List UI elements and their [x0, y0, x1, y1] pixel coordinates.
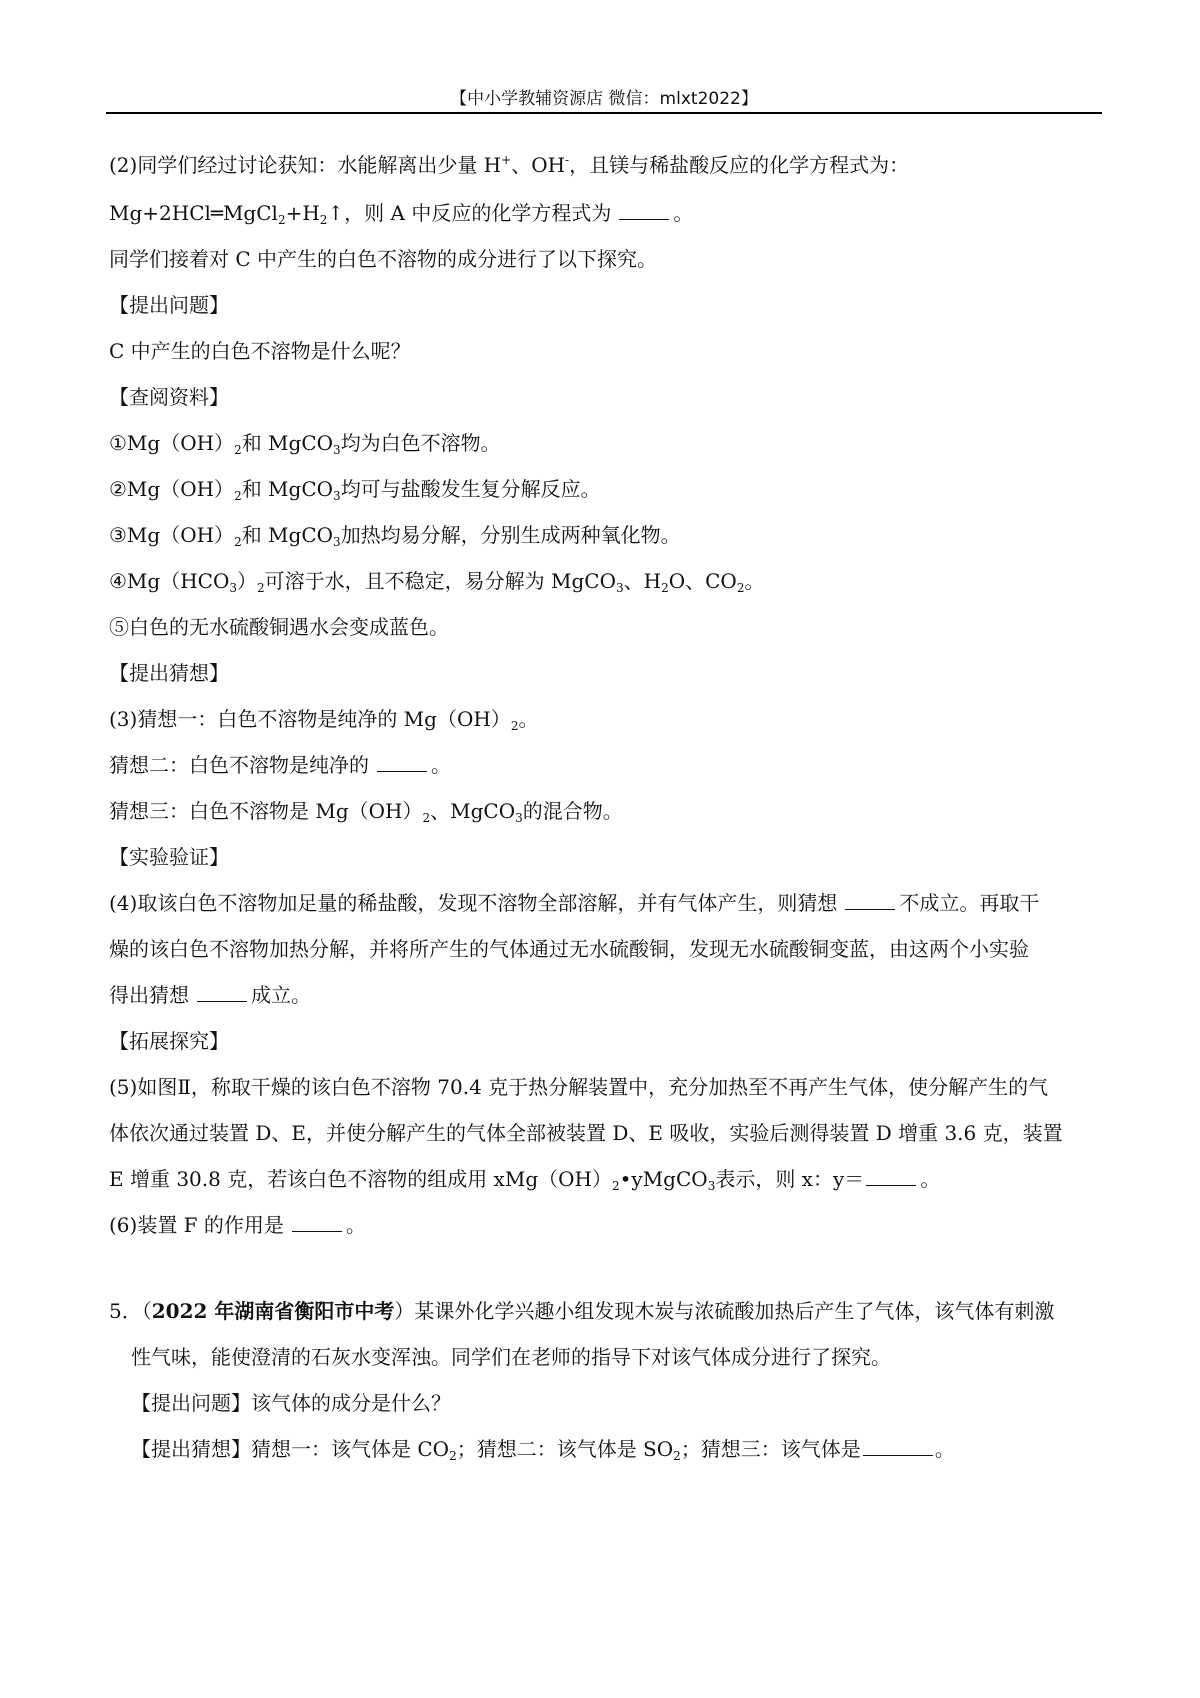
text: 均为白色不溶物。	[340, 431, 501, 455]
reference-5: ⑤白色的无水硫酸铜遇水会变成蓝色。	[109, 615, 449, 639]
experiment-heading: 【实验验证】	[109, 845, 229, 869]
text: 可溶于水，且不稳定，易分解为 MgCO	[264, 569, 616, 593]
text: O、CO	[668, 569, 737, 593]
text: ②Mg（OH）	[109, 477, 235, 501]
answer-blank[interactable]	[866, 1167, 916, 1186]
text: ④Mg（HCO	[109, 569, 230, 593]
text: 、H	[623, 569, 662, 593]
experiment-line3	[109, 982, 311, 1008]
reference-4	[109, 568, 764, 594]
text: 表示，则 x：y＝	[715, 1167, 865, 1191]
question-source: 2022 年湖南省衡阳市中考	[151, 1299, 395, 1323]
text: ）	[237, 569, 257, 593]
text: (3)猜想一：白色不溶物是纯净的 Mg（OH）	[109, 707, 511, 731]
text: 。	[345, 1213, 366, 1237]
experiment-line2: 燥的该白色不溶物加热分解，并将所产生的气体通过无水硫酸铜，发现无水硫酸铜变蓝，由这两个小实验	[109, 937, 1029, 961]
q5-line3: 【提出问题】该气体的成分是什么？	[131, 1391, 451, 1415]
sub: 2	[736, 581, 745, 595]
text: ；猜想二：该气体是 SO	[456, 1437, 674, 1461]
answer-blank[interactable]	[292, 1213, 342, 1232]
text: ；猜想三：该气体是	[680, 1437, 861, 1461]
sub: 2	[234, 443, 242, 457]
part2-line3: 同学们接着对 C 中产生的白色不溶物的成分进行了以下探究。	[109, 247, 658, 271]
text: •yMgCO	[619, 1167, 708, 1191]
sub: 2	[673, 1449, 681, 1463]
q5-line4	[131, 1436, 955, 1462]
text: 和 MgCO	[241, 477, 334, 501]
hypothesis-3	[109, 798, 623, 824]
text: 。	[431, 753, 451, 777]
extension-heading: 【拓展探究】	[109, 1029, 229, 1053]
text: 和 MgCO	[241, 431, 334, 455]
text: 猜想三：白色不溶物是 Mg（OH）	[109, 799, 423, 823]
page-header	[106, 78, 1102, 114]
part2-line2	[109, 200, 693, 226]
text: 成立。	[251, 983, 311, 1007]
sub: 3	[333, 489, 341, 503]
part2-line1	[109, 152, 909, 178]
sub: 3	[615, 581, 624, 595]
sub: 3	[515, 811, 523, 825]
sub: 2	[257, 581, 265, 595]
sub: 3	[333, 535, 341, 549]
text: (4)取该白色不溶物加足量的稀盐酸，发现不溶物全部溶解，并有气体产生，则猜想	[109, 891, 838, 915]
sub: 2	[277, 213, 286, 227]
text: Mg+2HCl═MgCl	[109, 201, 278, 225]
text: 猜想二：白色不溶物是纯净的	[109, 753, 369, 777]
text: 得出猜想	[109, 983, 189, 1007]
text: 。	[673, 201, 694, 225]
experiment-line1	[109, 890, 1039, 916]
text: ③Mg（OH）	[109, 523, 235, 547]
text: 均可与盐酸发生复分解反应。	[340, 477, 601, 501]
sub: 2	[449, 1449, 457, 1463]
answer-blank[interactable]	[197, 983, 247, 1002]
text: +H	[285, 201, 320, 225]
reference-3	[109, 522, 681, 548]
extension-line4	[109, 1212, 366, 1238]
extension-line2: 体依次通过装置 D、E，并使分解产生的气体全部被装置 D、E 吸收，实验后测得装置 D 增重 3.6 克，装置	[109, 1121, 1063, 1145]
text: 和 MgCO	[241, 523, 334, 547]
hypothesis-2	[109, 752, 451, 778]
text: ）某课外化学兴趣小组发现木炭与浓硫酸加热后产生了气体，该气体有刺激	[394, 1299, 1055, 1323]
sup: +	[501, 153, 512, 167]
text: (6)装置 F 的作用是	[109, 1213, 284, 1237]
text: 。	[920, 1167, 941, 1191]
text: 、MgCO	[430, 799, 516, 823]
hypothesis-heading: 【提出猜想】	[109, 661, 229, 685]
sub: 3	[229, 581, 237, 595]
question-text: C 中产生的白色不溶物是什么呢？	[109, 339, 411, 363]
reference-2	[109, 476, 601, 502]
text: ，且镁与稀盐酸反应的化学方程式为：	[569, 153, 910, 177]
question-number: 5．（	[109, 1299, 152, 1323]
text: 。	[934, 1437, 955, 1461]
q5-line2: 性气味，能使澄清的石灰水变浑浊。同学们在老师的指导下对该气体成分进行了探究。	[131, 1345, 891, 1369]
text: 。	[518, 707, 539, 731]
sub: 2	[234, 535, 242, 549]
hypothesis-1	[109, 706, 538, 732]
text: ↑，则 A 中反应的化学方程式为	[327, 201, 612, 225]
text: E 增重 30.8 克，若该白色不溶物的组成用 xMg（OH）	[109, 1167, 612, 1191]
text: 加热均易分解，分别生成两种氧化物。	[340, 523, 681, 547]
sub: 2	[319, 213, 328, 227]
text: 、OH	[511, 153, 566, 177]
sub: 2	[611, 1179, 620, 1193]
text: ①Mg（OH）	[109, 431, 235, 455]
answer-blank[interactable]	[619, 201, 669, 220]
sup: -	[565, 153, 570, 167]
sub: 3	[707, 1179, 716, 1193]
question-heading: 【提出问题】	[109, 293, 229, 317]
references-heading: 【查阅资料】	[109, 385, 229, 409]
sub: 2	[234, 489, 242, 503]
text: 不成立。再取干	[899, 891, 1040, 915]
answer-blank[interactable]	[377, 753, 427, 772]
answer-blank[interactable]	[863, 1437, 933, 1456]
text: 的混合物。	[522, 799, 623, 823]
text: 【提出猜想】猜想一：该气体是 CO	[131, 1437, 450, 1461]
text: (2)同学们经过讨论获知：水能解离出少量 H	[109, 153, 502, 177]
sub: 2	[510, 719, 519, 733]
answer-blank[interactable]	[845, 891, 895, 910]
sub: 2	[422, 811, 431, 825]
extension-line1: (5)如图Ⅱ，称取干燥的该白色不溶物 70.4 克于热分解装置中，充分加热至不再产生气体，使分解产生的气	[109, 1075, 1049, 1099]
q5-line1	[109, 1298, 1054, 1324]
sub: 2	[661, 581, 669, 595]
header-text: 【中小学教辅资源店 微信：mlxt2022】	[450, 89, 758, 109]
text: 。	[744, 569, 765, 593]
sub: 3	[333, 443, 341, 457]
extension-line3	[109, 1166, 940, 1192]
reference-1	[109, 430, 501, 456]
